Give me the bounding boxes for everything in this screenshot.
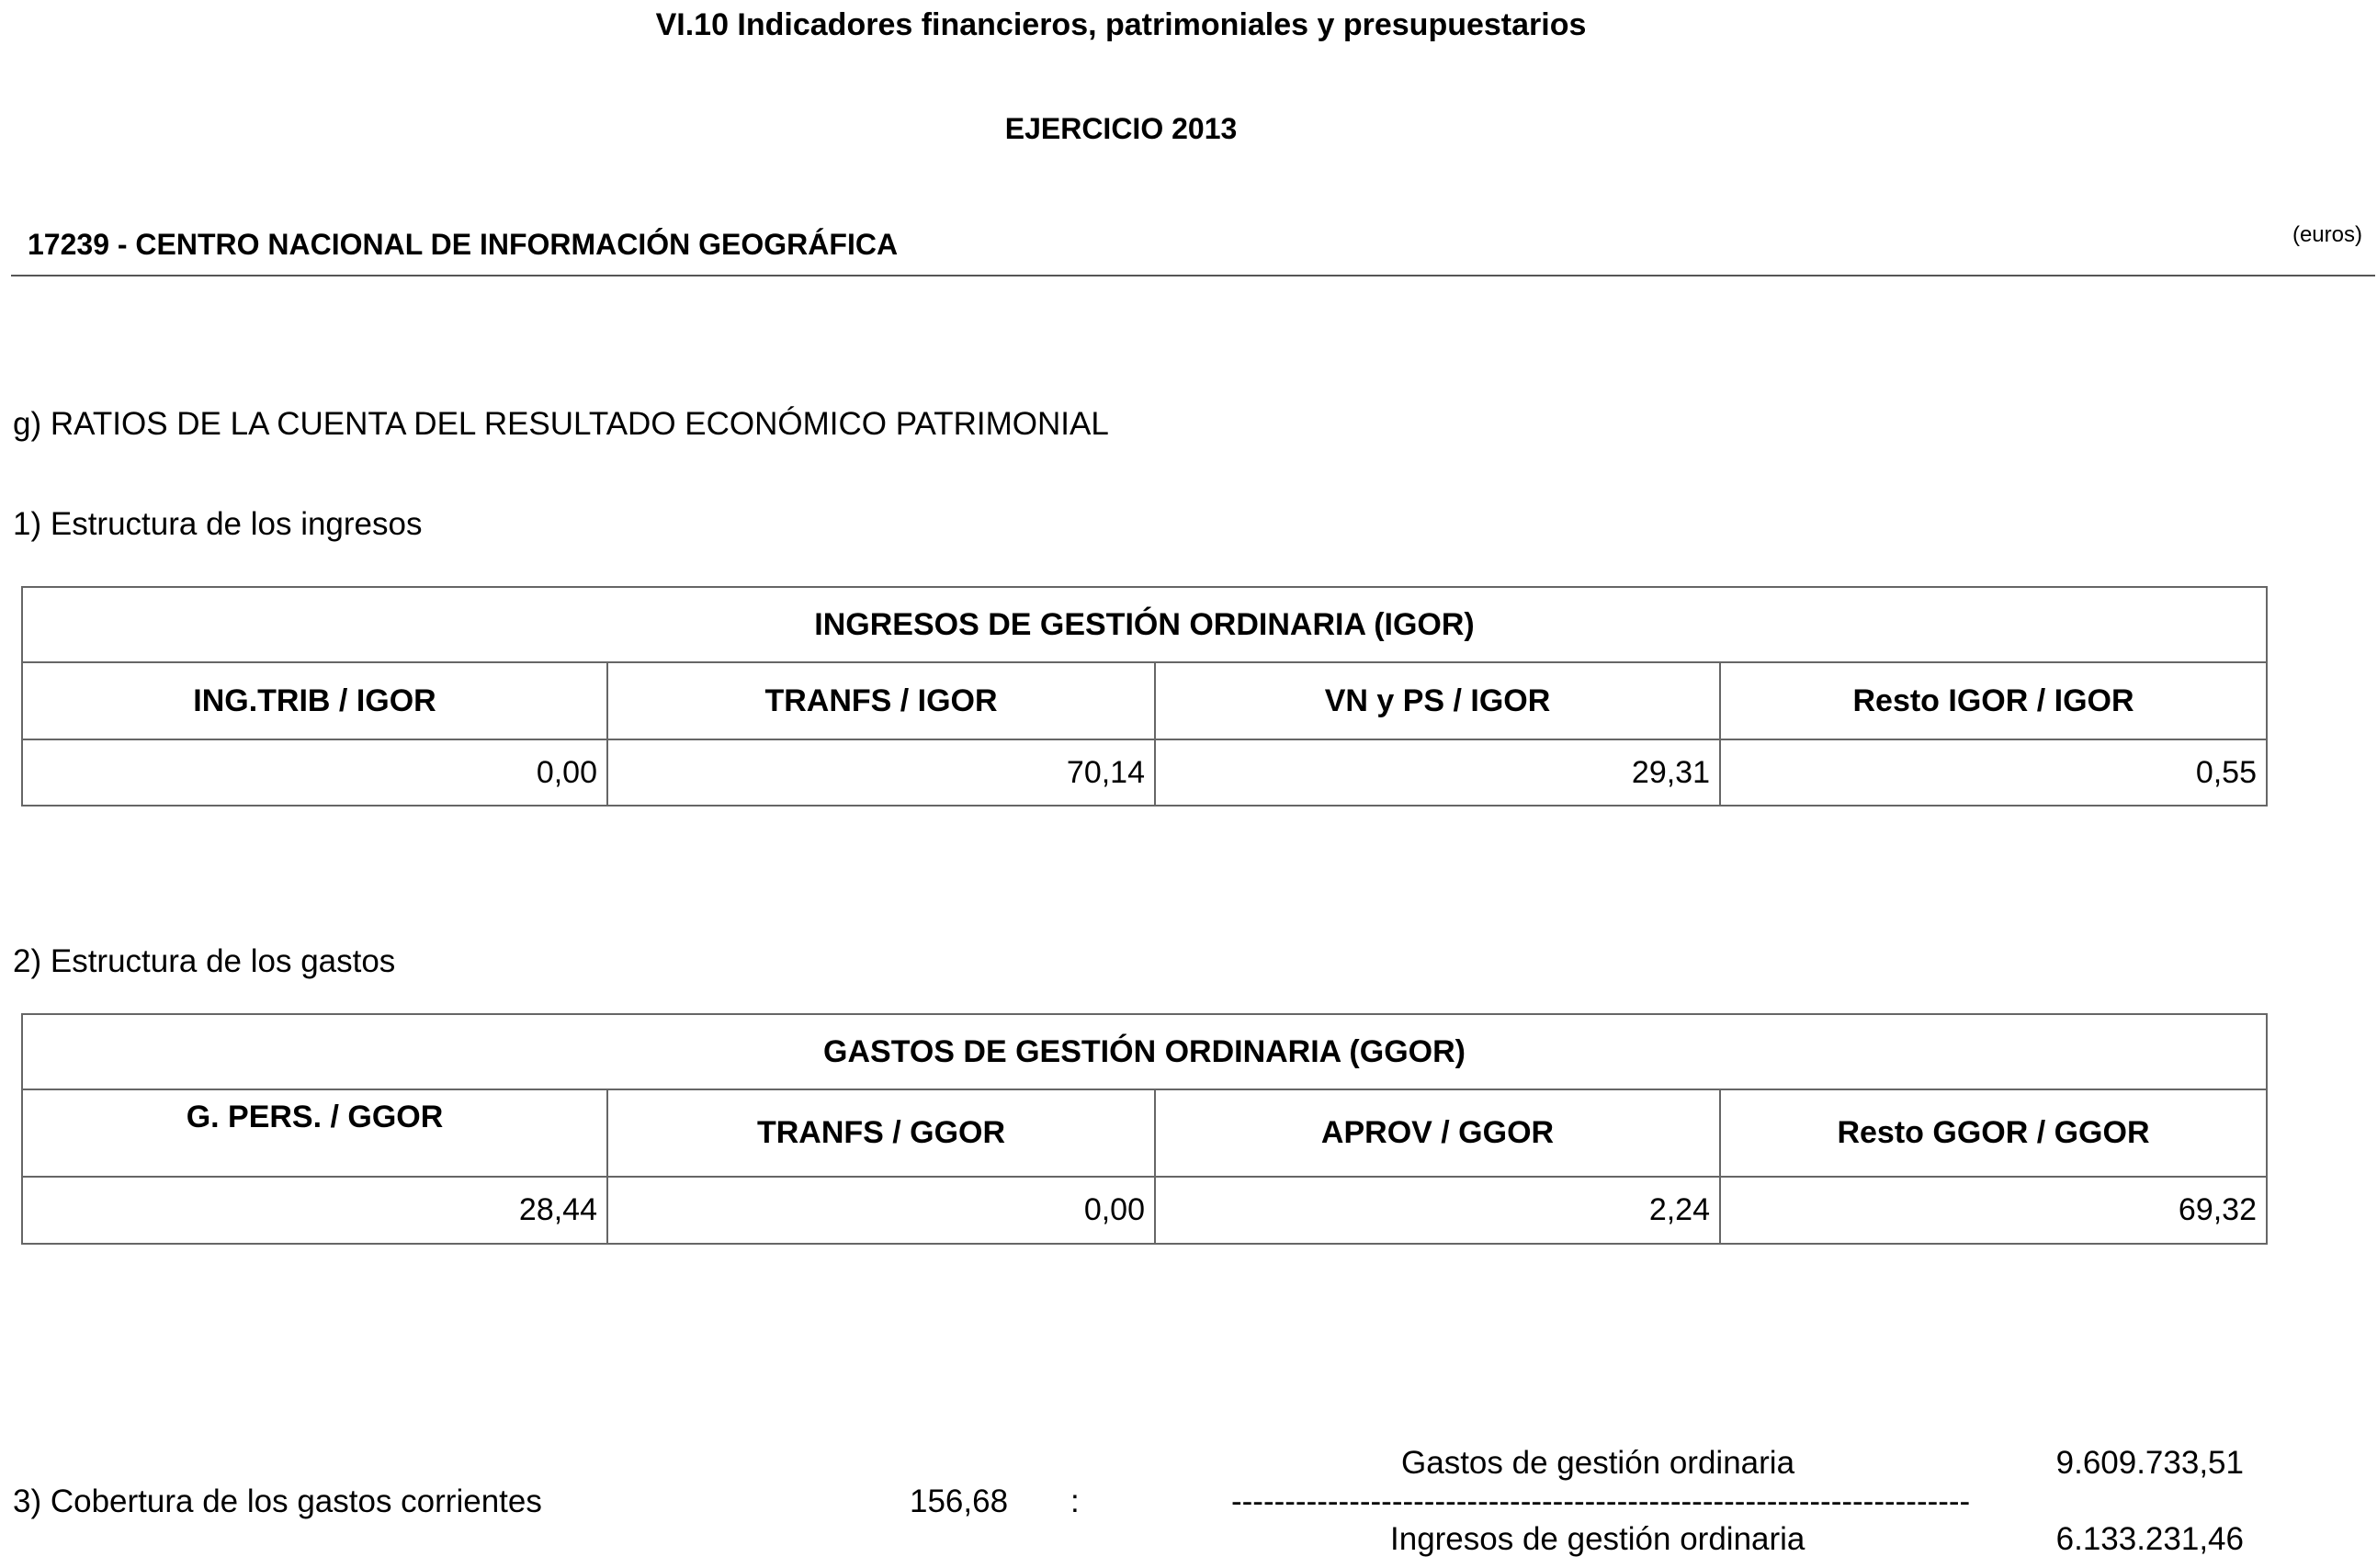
ingresos-value: 29,31 (1155, 739, 1720, 806)
numerator-value: 9.609.733,51 (2055, 1445, 2244, 1481)
numerator-label: Gastos de gestión ordinaria (1401, 1445, 1795, 1481)
gastos-value: 2,24 (1155, 1177, 1720, 1244)
ingresos-table (21, 586, 2268, 807)
ingresos-column-header: TRANFS / IGOR (607, 662, 1155, 739)
fiscal-year: EJERCICIO 2013 (1004, 112, 1238, 145)
cobertura-value: 156,68 (910, 1483, 1009, 1519)
gastos-column-header: Resto GGOR / GGOR (1720, 1089, 2267, 1177)
gastos-table (21, 1013, 2268, 1245)
gastos-value: 28,44 (22, 1177, 607, 1244)
currency-units: (euros) (2292, 222, 2362, 247)
gastos-column-header: APROV / GGOR (1155, 1089, 1720, 1177)
header-divider (11, 275, 2375, 276)
gastos-column-header: G. PERS. / GGOR (22, 1089, 607, 1177)
ingresos-table-title: INGRESOS DE GESTIÓN ORDINARIA (IGOR) (22, 587, 2267, 662)
ingresos-column-header: VN y PS / IGOR (1155, 662, 1720, 739)
denominator-label: Ingresos de gestión ordinaria (1390, 1521, 1805, 1557)
table-row (22, 739, 2267, 806)
denominator-value: 6.133.231,46 (2055, 1521, 2244, 1557)
ingresos-value: 70,14 (607, 739, 1155, 806)
ingresos-column-header: Resto IGOR / IGOR (1720, 662, 2267, 739)
entity-name: 17239 - CENTRO NACIONAL DE INFORMACIÓN GEOGRÁFICA (28, 228, 899, 261)
fraction-divider: --------------------------------------------------------------------- (1231, 1483, 1971, 1519)
ingresos-subtitle: 1) Estructura de los ingresos (13, 506, 423, 542)
gastos-value: 69,32 (1720, 1177, 2267, 1244)
ingresos-column-header: ING.TRIB / IGOR (22, 662, 607, 739)
table-row (22, 1177, 2267, 1244)
cobertura-label: 3) Cobertura de los gastos corrientes (13, 1483, 542, 1519)
gastos-value: 0,00 (607, 1177, 1155, 1244)
ingresos-value: 0,55 (1720, 739, 2267, 806)
cobertura-colon: : (1070, 1483, 1080, 1519)
gastos-table-title: GASTOS DE GESTIÓN ORDINARIA (GGOR) (22, 1014, 2267, 1089)
ingresos-value: 0,00 (22, 739, 607, 806)
gastos-column-header: TRANFS / GGOR (607, 1089, 1155, 1177)
report-title: VI.10 Indicadores financieros, patrimoniales y presupuestarios (655, 7, 1587, 42)
gastos-subtitle: 2) Estructura de los gastos (13, 943, 396, 979)
section-title: g) RATIOS DE LA CUENTA DEL RESULTADO ECONÓMICO PATRIMONIAL (13, 406, 1109, 442)
